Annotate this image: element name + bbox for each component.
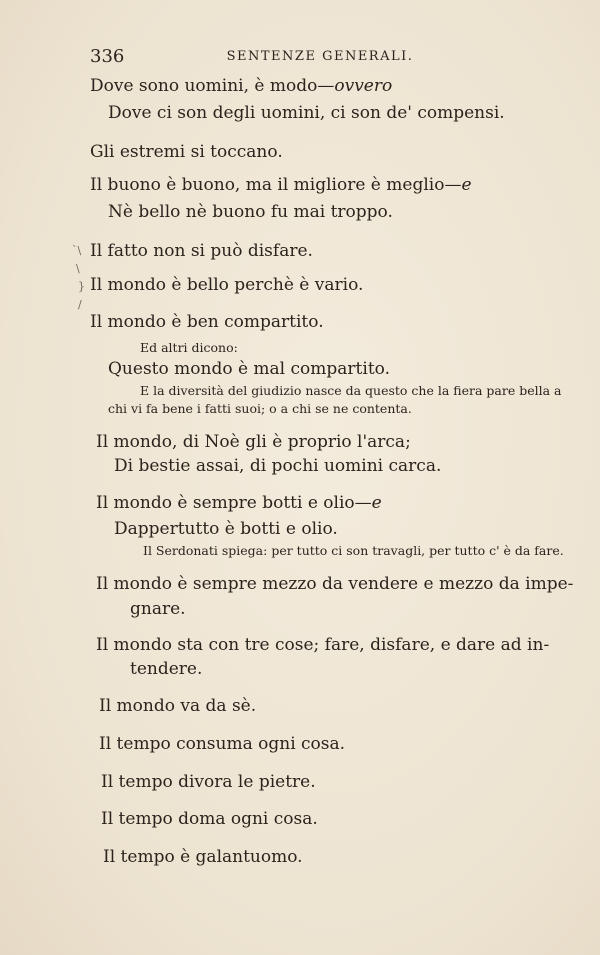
proverb-line: Il mondo sta con tre cose; fare, disfare, e dare ad in- bbox=[96, 635, 550, 655]
proverb-line: Il mondo è sempre mezzo da vendere e mezzo da impe- bbox=[96, 574, 574, 594]
proverb-line: Di bestie assai, di pochi uomini carca. bbox=[114, 456, 442, 476]
proverb-line: Il tempo doma ogni cosa. bbox=[101, 809, 318, 829]
commentary-line: E la diversità del giudizio nasce da questo che la fiera pare bella a bbox=[140, 383, 562, 398]
proverb-line: Il mondo, di Noè gli è proprio l'arca; bbox=[96, 432, 411, 452]
proverb-line: Il mondo è bello perchè è vario. bbox=[90, 275, 364, 295]
margin-mark: `\ bbox=[72, 244, 82, 257]
proverb-line: Il tempo è galantuomo. bbox=[103, 847, 303, 867]
commentary-line: chi vi fa bene i fatti suoi; o a chi se ne contenta. bbox=[108, 401, 412, 416]
proverb-line: Il tempo divora le pietre. bbox=[101, 772, 316, 792]
proverb-line: Questo mondo è mal compartito. bbox=[108, 359, 390, 379]
proverb-line: tendere. bbox=[130, 659, 203, 679]
proverb-line: Dappertutto è botti e olio. bbox=[114, 519, 338, 539]
proverb-line: gnare. bbox=[130, 599, 186, 619]
proverb-line: Il fatto non si può disfare. bbox=[90, 241, 313, 261]
commentary-line: Il Serdonati spiega: per tutto ci son travagli, per tutto c' è da fare. bbox=[143, 543, 564, 558]
proverb-line: Dove ci son degli uomini, ci son de' compensi. bbox=[108, 103, 505, 123]
proverb-line: Il tempo consuma ogni cosa. bbox=[99, 734, 346, 754]
margin-mark: \ bbox=[76, 262, 80, 275]
margin-mark: / bbox=[78, 298, 82, 311]
proverb-line: Nè bello nè buono fu mai troppo. bbox=[108, 202, 393, 222]
proverb-line: Il mondo è sempre botti e olio—e bbox=[96, 493, 382, 513]
proverb-line: Il mondo è ben compartito. bbox=[90, 312, 324, 332]
running-title: SENTENZE GENERALI. bbox=[226, 49, 414, 64]
proverb-line: Il mondo va da sè. bbox=[99, 696, 257, 716]
proverb-line: Il buono è buono, ma il migliore è meglio—e bbox=[90, 175, 472, 195]
margin-mark: } bbox=[78, 280, 85, 293]
proverb-line: Dove sono uomini, è modo—ovvero bbox=[90, 76, 393, 96]
proverb-line: Gli estremi si toccano. bbox=[90, 142, 283, 162]
commentary-line: Ed altri dicono: bbox=[140, 340, 238, 355]
page-number: 336 bbox=[90, 46, 125, 67]
page-header bbox=[90, 46, 550, 70]
